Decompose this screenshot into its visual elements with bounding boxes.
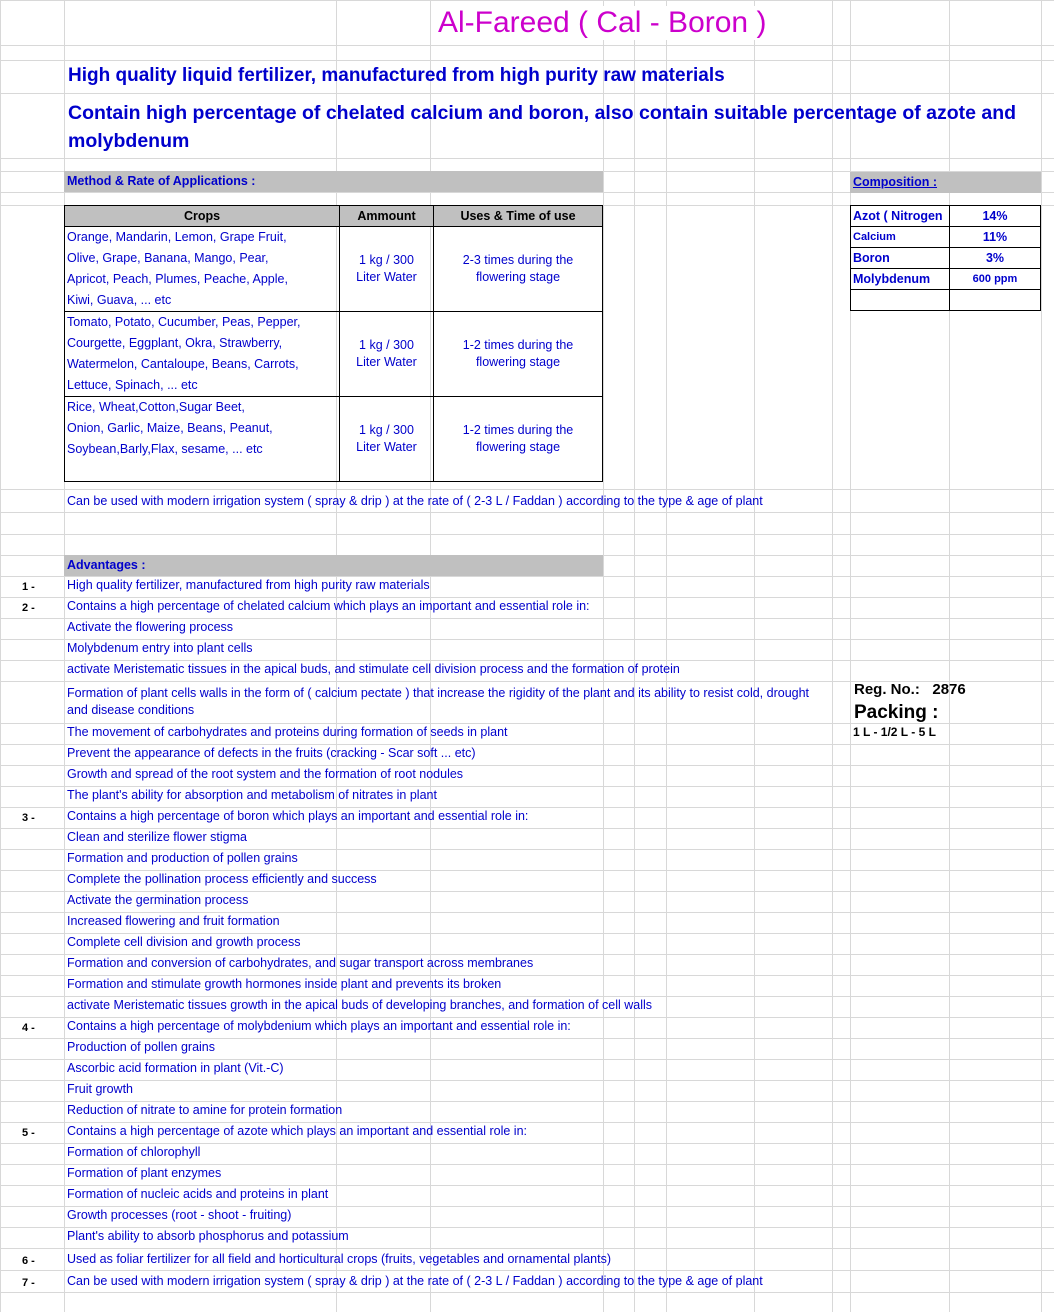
list-item: Formation of chlorophyll	[67, 1145, 201, 1159]
advantage-number: 1 -	[22, 581, 35, 593]
method-heading: Method & Rate of Applications :	[64, 171, 603, 192]
table-header-row	[65, 206, 603, 227]
composition-row	[851, 290, 1041, 311]
composition-name: Molybdenum	[851, 269, 950, 290]
list-item: Growth and spread of the root system and the formation of root nodules	[67, 767, 464, 781]
list-item: Increased flowering and fruit formation	[67, 914, 280, 928]
table-row	[65, 312, 603, 397]
list-item: Contains a high percentage of boron which plays an important and essential role in:	[67, 809, 529, 823]
list-item: Contains a high percentage of chelated calcium which plays an important and essential role in:	[67, 599, 590, 613]
crop-line: Olive, Grape, Banana, Mango, Pear,	[67, 251, 269, 265]
composition-value: 14%	[950, 206, 1041, 227]
list-item: High quality fertilizer, manufactured from high purity raw materials	[67, 578, 430, 592]
list-item: Reduction of nitrate to amine for protein formation	[67, 1103, 343, 1117]
list-item: Production of pollen grains	[67, 1040, 216, 1054]
packing-label: Packing :	[854, 702, 939, 723]
list-item: Activate the flowering process	[67, 620, 234, 634]
list-item: Used as foliar fertilizer for all field and horticultural crops (fruits, vegetables and ornamental plants)	[67, 1252, 612, 1266]
crop-line: Lettuce, Spinach, ... etc	[67, 378, 198, 392]
application-table	[64, 205, 603, 482]
crop-line: Tomato, Potato, Cucumber, Peas, Pepper,	[67, 315, 301, 329]
reg-value: 2876	[932, 681, 966, 698]
product-title: Al-Fareed ( Cal - Boron )	[434, 6, 770, 40]
amount-line: 1 kg / 300	[359, 253, 414, 267]
amount-line: 1 kg / 300	[359, 423, 414, 437]
composition-heading-text: Composition :	[853, 175, 938, 189]
amount-cell	[340, 312, 434, 397]
composition-row	[851, 269, 1041, 290]
col-header-uses: Uses & Time of use	[434, 206, 603, 227]
advantage-number: 2 -	[22, 602, 35, 614]
list-item: Complete cell division and growth process	[67, 935, 301, 949]
composition-table	[850, 205, 1041, 311]
advantage-number: 3 -	[22, 812, 35, 824]
list-item: Clean and sterilize flower stigma	[67, 830, 247, 844]
reg-label: Reg. No.:	[854, 681, 920, 698]
list-item: Contains a high percentage of molybdenium which plays an important and essential role in:	[67, 1019, 571, 1033]
advantage-number: 5 -	[22, 1127, 35, 1139]
list-item: Formation and conversion of carbohydrates, and sugar transport across membranes	[67, 956, 534, 970]
composition-row	[851, 206, 1041, 227]
use-line: flowering stage	[475, 270, 561, 284]
use-cell	[434, 227, 603, 312]
headline-quality: High quality liquid fertilizer, manufactured from high purity raw materials	[68, 65, 725, 86]
headline-composition: Contain high percentage of chelated calcium and boron, also contain suitable percentage of azote and molybdenum	[68, 102, 1017, 152]
list-item: activate Meristematic tissues growth in the apical buds of developing branches, and formation of cell walls	[67, 998, 653, 1012]
advantages-heading: Advantages :	[64, 555, 603, 576]
composition-heading	[850, 172, 1041, 193]
crop-line: Soybean,Barly,Flax, sesame, ... etc	[67, 442, 263, 456]
table-row	[65, 397, 603, 482]
advantage-number: 6 -	[22, 1255, 35, 1267]
crop-line: Apricot, Peach, Plumes, Peache, Apple,	[67, 272, 288, 286]
composition-empty-cell	[950, 290, 1041, 311]
amount-line: Liter Water	[356, 440, 417, 454]
use-cell	[434, 397, 603, 482]
packing-sizes: 1 L - 1/2 L - 5 L	[853, 725, 936, 739]
crop-line: Onion, Garlic, Maize, Beans, Peanut,	[67, 421, 273, 435]
crops-cell	[65, 397, 340, 482]
list-item: Formation of nucleic acids and proteins in plant	[67, 1187, 329, 1201]
list-item: Formation and stimulate growth hormones inside plant and prevents its broken	[67, 977, 502, 991]
col-header-crops: Crops	[65, 206, 340, 227]
list-item: Activate the germination process	[67, 893, 249, 907]
amount-line: Liter Water	[356, 355, 417, 369]
crops-cell	[65, 227, 340, 312]
list-item: The movement of carbohydrates and proteins during formation of seeds in plant	[67, 725, 508, 739]
list-item: Formation and production of pollen grains	[67, 851, 298, 865]
list-item: Complete the pollination process efficiently and success	[67, 872, 377, 886]
reg-number	[854, 681, 966, 698]
list-item: Plant's ability to absorb phosphorus and potassium	[67, 1229, 349, 1243]
list-item: Contains a high percentage of azote which plays an important and essential role in:	[67, 1124, 528, 1138]
advantage-number: 4 -	[22, 1022, 35, 1034]
crop-line: Kiwi, Guava, ... etc	[67, 293, 172, 307]
list-item: The plant's ability for absorption and metabolism of nitrates in plant	[67, 788, 437, 802]
composition-value: 3%	[950, 248, 1041, 269]
composition-empty-cell	[851, 290, 950, 311]
list-item: Can be used with modern irrigation system ( spray & drip ) at the rate of ( 2-3 L / Faddan ) according to the type & age of plant	[67, 1274, 763, 1288]
composition-value: 600 ppm	[950, 269, 1041, 290]
list-item: Fruit growth	[67, 1082, 133, 1096]
composition-value: 11%	[950, 227, 1041, 248]
advantage-number: 7 -	[22, 1277, 35, 1289]
use-line: 2-3 times during the	[462, 253, 574, 267]
crop-line: Rice, Wheat,Cotton,Sugar Beet,	[67, 400, 245, 414]
crops-cell	[65, 312, 340, 397]
table-row	[65, 227, 603, 312]
irrigation-note: Can be used with modern irrigation system ( spray & drip ) at the rate of ( 2-3 L / Faddan ) according to the type & age of plant	[67, 494, 763, 508]
list-item: Formation of plant enzymes	[67, 1166, 222, 1180]
use-line: 1-2 times during the	[462, 423, 574, 437]
amount-cell	[340, 397, 434, 482]
amount-cell	[340, 227, 434, 312]
use-line: 1-2 times during the	[462, 338, 574, 352]
composition-row	[851, 248, 1041, 269]
col-header-amount: Ammount	[340, 206, 434, 227]
composition-name: Azot ( Nitrogen	[851, 206, 950, 227]
use-line: flowering stage	[475, 440, 561, 454]
crop-line	[67, 460, 339, 481]
composition-name: Boron	[851, 248, 950, 269]
list-item: Ascorbic acid formation in plant (Vit.-C)	[67, 1061, 284, 1075]
amount-line: Liter Water	[356, 270, 417, 284]
composition-row	[851, 227, 1041, 248]
list-item: Molybdenum entry into plant cells	[67, 641, 253, 655]
crop-line: Orange, Mandarin, Lemon, Grape Fruit,	[67, 230, 287, 244]
list-item: Formation of plant cells walls in the form of ( calcium pectate ) that increase the rigidity of the plant and its ability to resist cold, drought and disease conditions	[67, 686, 810, 717]
crop-line: Courgette, Eggplant, Okra, Strawberry,	[67, 336, 283, 350]
list-item: Growth processes (root - shoot - fruiting)	[67, 1208, 292, 1222]
composition-name: Calcium	[851, 227, 950, 248]
use-line: flowering stage	[475, 355, 561, 369]
use-cell	[434, 312, 603, 397]
amount-line: 1 kg / 300	[359, 338, 414, 352]
list-item: activate Meristematic tissues in the apical buds, and stimulate cell division process and the formation of protein	[67, 662, 680, 676]
crop-line: Watermelon, Cantaloupe, Beans, Carrots,	[67, 357, 299, 371]
list-item: Prevent the appearance of defects in the fruits (cracking - Scar soft ... etc)	[67, 746, 476, 760]
